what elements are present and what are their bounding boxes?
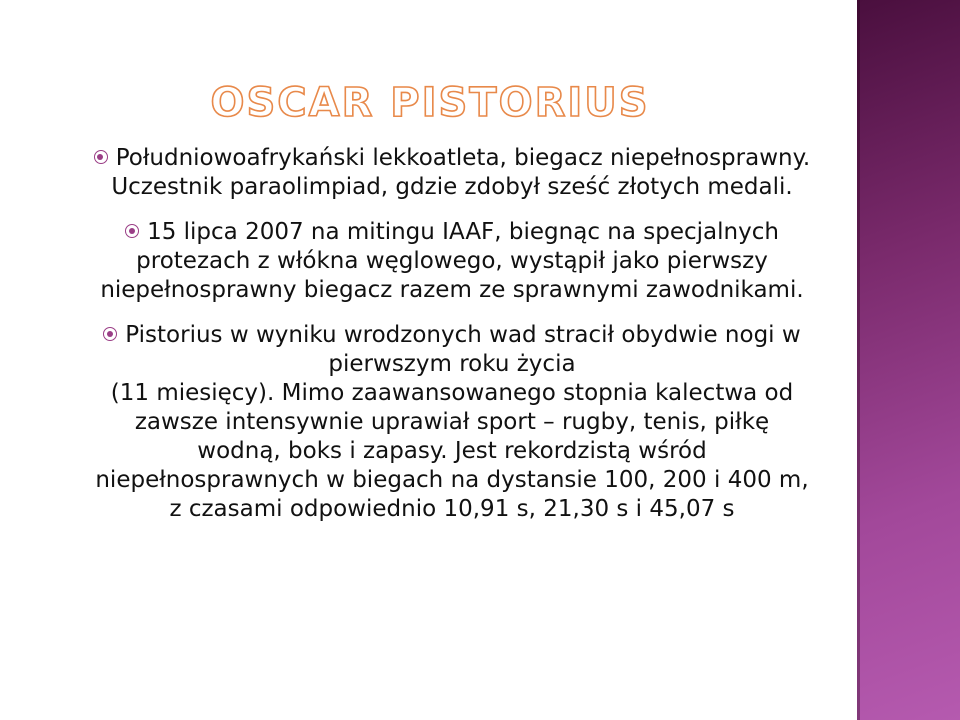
list-item <box>92 218 812 305</box>
list-item <box>92 321 812 524</box>
bullet-list <box>92 144 812 540</box>
slide-title: OSCAR PISTORIUS <box>210 80 650 126</box>
list-item <box>92 144 812 202</box>
bullet-text: 15 lipca 2007 na mitingu IAAF, biegnąc na specjalnych protezach z włókna węglowego, wystąpił jako pierwszy niepełnosprawny biegacz razem ze sprawnymi zawodnikami. <box>100 219 804 303</box>
circle-dot-icon <box>103 327 117 341</box>
decorative-side-bar <box>857 0 960 720</box>
bullet-text: Pistorius w wyniku wrodzonych wad stracił obydwie nogi w pierwszym roku życia <box>125 322 801 377</box>
bullet-text: Południowoafrykański lekkoatleta, biegacz niepełnosprawny. Uczestnik paraolimpiad, gdzie zdobył sześć złotych medali. <box>111 145 811 200</box>
bullet-text-continued: (11 miesięcy). Mimo zaawansowanego stopnia kalectwa od zawsze intensywnie uprawiał sport – rugby, tenis, piłkę wodną, boks i zapasy. Jest rekordzistą wśród niepełnosprawnych w biegach na dystansie 100, 200 i 400 m, z czasami odpowiednio 10,91 s, 21,30 s i 45,07 s <box>95 380 809 522</box>
circle-dot-icon <box>125 224 139 238</box>
circle-dot-icon <box>94 150 108 164</box>
side-bar-edge <box>857 0 860 720</box>
